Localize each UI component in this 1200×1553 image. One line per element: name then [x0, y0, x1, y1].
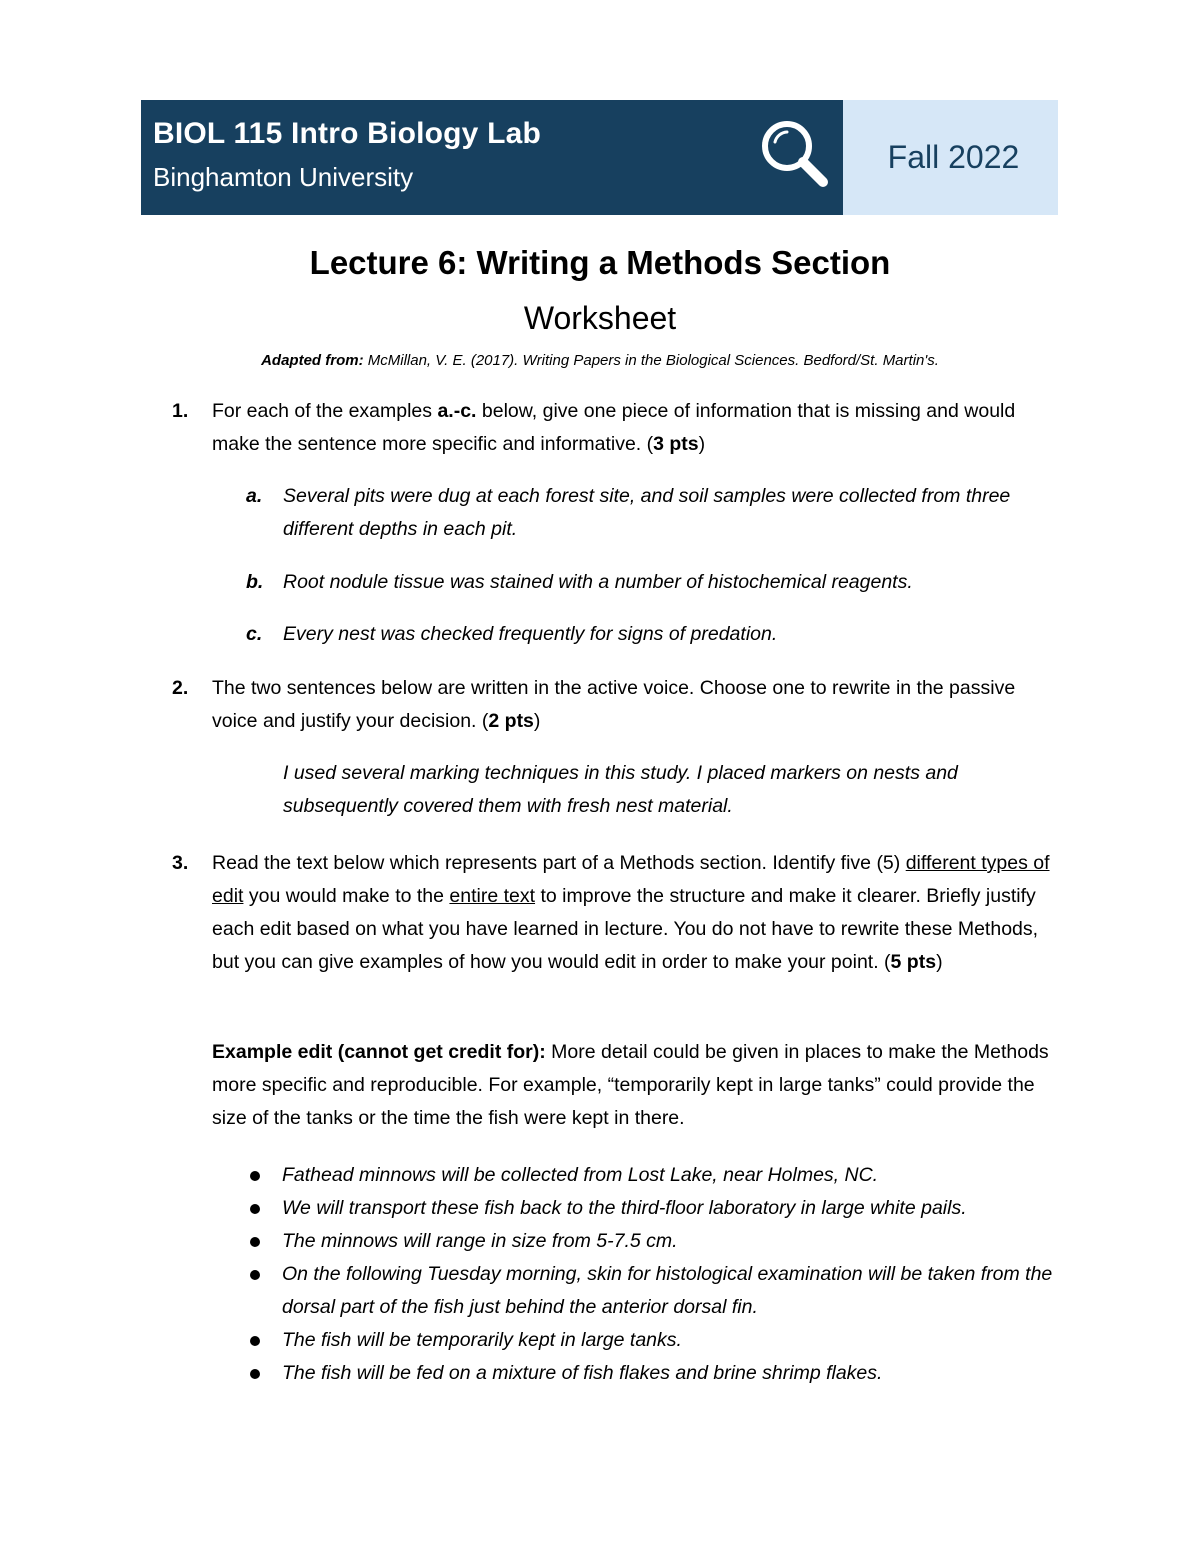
header-dark-panel [141, 100, 843, 215]
item-letter: c. [246, 623, 263, 645]
question-number: 2. [172, 677, 189, 699]
page-title: Lecture 6: Writing a Methods Section [309, 244, 891, 281]
q3-underlined: different types of edit [212, 852, 1050, 907]
q1-text-part: below, give one piece of information that is missing and would make the sentence more specific and informative. ( [212, 400, 1016, 455]
q3-underlined: entire text [449, 885, 536, 907]
bullet-text: On the following Tuesday morning, skin for histological examination will be taken from the dorsal part of the fish just behind the anterior dorsal fin. [282, 1263, 1053, 1318]
bullet-icon [250, 1270, 260, 1280]
q2-text-part: ) [533, 710, 541, 732]
q1-text-part: ) [698, 433, 706, 455]
magnifying-glass-icon [757, 116, 831, 190]
q1-text-part: For each of the examples [212, 400, 438, 422]
bullet-icon [250, 1237, 260, 1247]
item-letter: a. [246, 485, 263, 507]
bullet-text: The fish will be fed on a mixture of fish flakes and brine shrimp flakes. [282, 1362, 883, 1384]
item-text: Every nest was checked frequently for signs of predation. [283, 623, 778, 645]
question-1 [172, 395, 1062, 461]
question-2 [172, 672, 1062, 738]
bullet-text: Fathead minnows will be collected from Lost Lake, near Holmes, NC. [282, 1164, 879, 1186]
item-text: Root nodule tissue was stained with a number of histochemical reagents. [283, 571, 913, 593]
course-title: BIOL 115 Intro Biology Lab [153, 117, 542, 150]
bullet-icon [250, 1336, 260, 1346]
question-3 [172, 847, 1062, 979]
list-item [248, 1192, 1068, 1225]
q1-item-a [246, 480, 1056, 546]
bullet-icon [250, 1171, 260, 1181]
quote-text: I used several marking techniques in this study. I placed markers on nests and subsequently covered them with fresh nest material. [283, 762, 958, 817]
bullet-icon [250, 1369, 260, 1379]
list-item [248, 1258, 1068, 1324]
item-text: Several pits were dug at each forest site, and soil samples were collected from three different depths in each pit. [283, 485, 1011, 540]
bullet-icon [250, 1204, 260, 1214]
page-subtitle: Worksheet [523, 300, 677, 336]
header-banner [141, 100, 1058, 215]
example-label: Example edit (cannot get credit for): [212, 1041, 546, 1063]
item-letter: b. [246, 571, 264, 593]
q3-text-part: you would make to the [243, 885, 450, 907]
bullet-text: We will transport these fish back to the third-floor laboratory in large white pails. [282, 1197, 967, 1219]
q2-quote [246, 757, 1056, 823]
bullet-text: The fish will be temporarily kept in large tanks. [282, 1329, 682, 1351]
q3-text-part: to improve the structure and make it clearer. Briefly justify each edit based on what you have learned in lecture. You do not have to rewrite these Methods, but you can give examples of how you would edit in order to make your point. ( [212, 885, 1039, 973]
adapted-text: McMillan, V. E. (2017). Writing Papers in the Biological Sciences. Bedford/St. Martin's. [363, 352, 939, 369]
q1-item-b [246, 566, 1056, 599]
list-item [248, 1324, 1068, 1357]
q2-text-part: The two sentences below are written in the active voice. Choose one to rewrite in the passive voice and justify your decision. ( [212, 677, 1016, 732]
question-text [212, 847, 1062, 979]
q3-text-part: Read the text below which represents part of a Methods section. Identify five (5) [212, 852, 906, 874]
bullet-text: The minnows will range in size from 5-7.5 cm. [282, 1230, 678, 1252]
q3-points: 5 pts [890, 951, 937, 973]
question-text [212, 395, 1062, 461]
q1-points: 3 pts [653, 433, 699, 455]
question-text [212, 672, 1062, 738]
q2-points: 2 pts [488, 710, 534, 732]
methods-bullet-list [248, 1159, 1068, 1390]
term-label: Fall 2022 [887, 139, 1020, 175]
header-light-panel [843, 100, 1058, 215]
example-text: More detail could be given in places to make the Methods more specific and reproducible. For example, “temporarily kept in large tanks” could provide the size of the tanks or the time the fish were kept in there. [212, 1041, 1049, 1129]
example-edit [212, 1036, 1072, 1135]
university-name: Binghamton University [153, 162, 414, 192]
list-item [248, 1225, 1068, 1258]
adapted-citation [0, 352, 1200, 369]
question-number: 1. [172, 400, 189, 422]
q3-text-part: ) [936, 951, 943, 973]
list-item [248, 1357, 1068, 1390]
adapted-label: Adapted from: [261, 352, 364, 369]
question-number: 3. [172, 852, 189, 874]
q1-item-c [246, 618, 1056, 651]
q1-range: a.-c. [437, 400, 477, 422]
list-item [248, 1159, 1068, 1192]
